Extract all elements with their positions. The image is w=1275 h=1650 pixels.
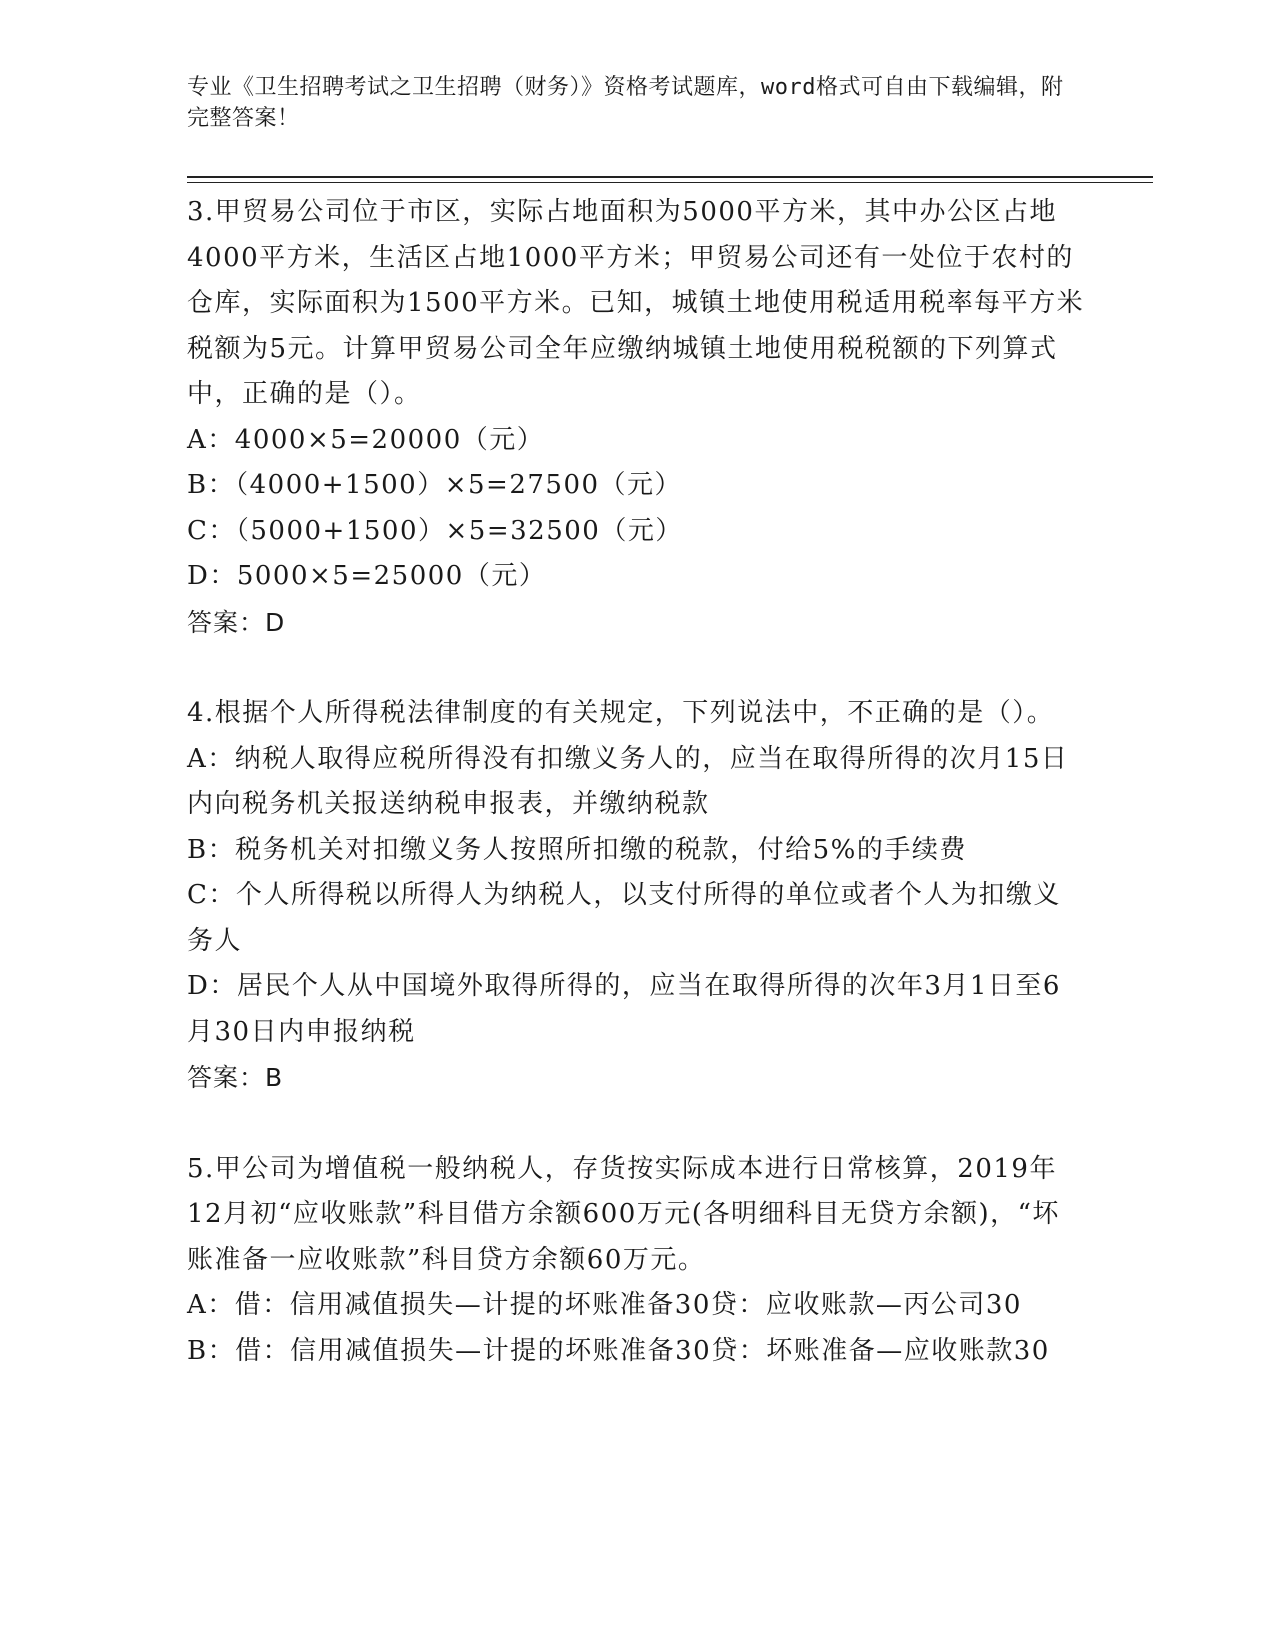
header-rule-thin [187, 182, 1153, 183]
question-stem: 4.根据个人所得税法律制度的有关规定，下列说法中，不正确的是（）。 [187, 698, 1055, 728]
option-c: C：（5000+1500）×5=32500（元） [187, 515, 683, 546]
option-d: D：居民个人从中国境外取得所得的，应当在取得所得的次年3月1日至6月30日内申报纳税 [187, 971, 1061, 1047]
question-stem: 5.甲公司为增值税一般纳税人，存货按实际成本进行日常核算，2019年12月初“应收账款”科目借方余额600万元(各明细科目无贷方余额)，“坏账准备一应收账款”科目贷方余额60万元。 [187, 1153, 1060, 1275]
option-b: B：借：信用减值损失—计提的坏账准备30贷：坏账准备—应收账款30 [187, 1335, 1050, 1366]
header-rule-thick [187, 176, 1153, 178]
option-c: C：个人所得税以所得人为纳税人，以支付所得的单位或者个人为扣缴义务人 [187, 880, 1061, 956]
option-a: A：借：信用减值损失—计提的坏账准备30贷：应收账款—丙公司30 [187, 1290, 1022, 1320]
option-a: A：4000×5=20000（元） [187, 424, 545, 455]
answer: 答案：D [187, 607, 286, 637]
answer: 答案：B [187, 1063, 284, 1092]
option-b: B：税务机关对扣缴义务人按照所扣缴的税款，付给5%的手续费 [187, 834, 967, 865]
question-3 [187, 190, 1087, 645]
question-5 [187, 1147, 1087, 1375]
question-stem: 3.甲贸易公司位于市区，实际占地面积为5000平方米，其中办公区占地4000平方米，生活区占地1000平方米；甲贸易公司还有一处位于农村的仓库，实际面积为1500平方米。已知，城镇土地使用税适用税率每平方米税额为5元。计算甲贸易公司全年应缴纳城镇土地使用税税额的下列算式中，正确的是（）。 [187, 197, 1085, 409]
option-a: A：纳税人取得应税所得没有扣缴义务人的，应当在取得所得的次月15日内向税务机关报送纳税申报表，并缴纳税款 [187, 743, 1069, 819]
option-b: B：（4000+1500）×5=27500（元） [187, 470, 683, 500]
question-list [187, 190, 1087, 1374]
option-d: D：5000×5=25000（元） [187, 561, 547, 591]
question-4 [187, 691, 1087, 1101]
header-text: 专业《卫生招聘考试之卫生招聘（财务）》资格考试题库，word格式可自由下载编辑，附完整答案！ [187, 75, 1064, 131]
document-header [187, 72, 1067, 134]
